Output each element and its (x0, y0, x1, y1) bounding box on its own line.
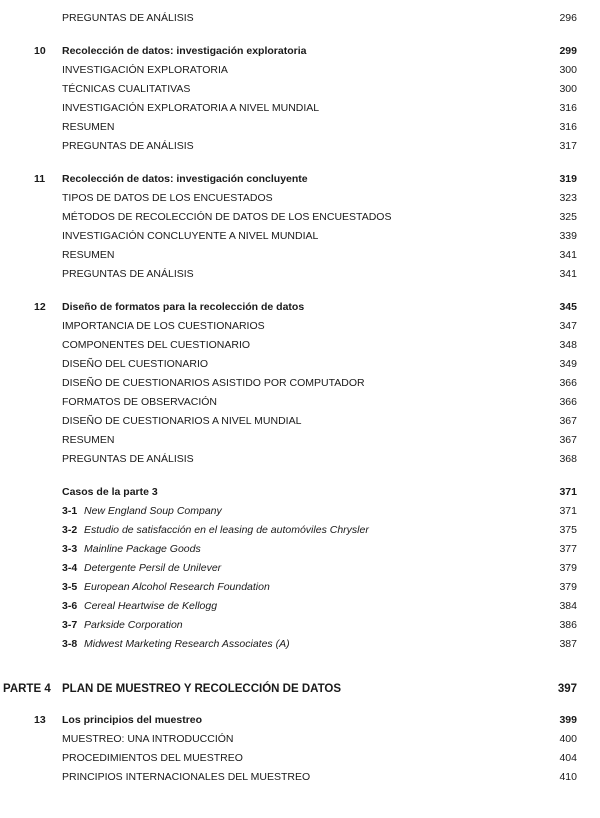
toc-entry (0, 228, 600, 244)
page-number: 300 (559, 83, 577, 95)
chapter-heading (0, 712, 600, 728)
page-number: 399 (559, 714, 577, 726)
toc-entry (0, 750, 600, 766)
toc-entry (0, 190, 600, 206)
page-number: 400 (559, 733, 577, 745)
toc-entry (0, 10, 600, 26)
page-number: 341 (559, 268, 577, 280)
toc-entry (0, 138, 600, 154)
entry-title: TIPOS DE DATOS DE LOS ENCUESTADOS (62, 192, 273, 204)
toc-entry (0, 318, 600, 334)
case-entry (0, 541, 600, 557)
page-number: 300 (559, 64, 577, 76)
part-heading (0, 681, 600, 697)
case-code: 3-4 (62, 562, 78, 574)
toc-entry (0, 100, 600, 116)
page-number: 345 (559, 301, 577, 313)
entry-title: RESUMEN (62, 434, 115, 446)
page-number: 387 (559, 638, 577, 650)
entry-title: IMPORTANCIA DE LOS CUESTIONARIOS (62, 320, 265, 332)
page-number: 367 (559, 434, 577, 446)
page-number: 366 (559, 377, 577, 389)
entry-title: MÉTODOS DE RECOLECCIÓN DE DATOS DE LOS ENCUESTADOS (62, 211, 392, 223)
entry-title: FORMATOS DE OBSERVACIÓN (62, 396, 217, 408)
entry-title: TÉCNICAS CUALITATIVAS (62, 83, 191, 95)
entry-title: INVESTIGACIÓN EXPLORATORIA (62, 64, 228, 76)
entry-title: DISEÑO DE CUESTIONARIOS A NIVEL MUNDIAL (62, 415, 302, 427)
case-entry (0, 522, 600, 538)
page-number: 325 (559, 211, 577, 223)
chapter-heading (0, 299, 600, 315)
toc-entry (0, 731, 600, 747)
case-entry (0, 617, 600, 633)
page-number: 384 (559, 600, 577, 612)
page-number: 379 (559, 581, 577, 593)
entry-title: European Alcohol Research Foundation (84, 581, 270, 593)
entry-title: Estudio de satisfacción en el leasing de automóviles Chrysler (84, 524, 369, 536)
toc-entry (0, 247, 600, 263)
toc-entry (0, 337, 600, 353)
entry-title: Cereal Heartwise de Kellogg (84, 600, 218, 612)
page-number: 349 (559, 358, 577, 370)
entry-title: INVESTIGACIÓN EXPLORATORIA A NIVEL MUNDIAL (62, 102, 320, 114)
page-number: 317 (559, 140, 577, 152)
toc-entry (0, 266, 600, 282)
page-number: 371 (559, 486, 577, 498)
section-number: PARTE 4 (3, 683, 51, 695)
page-number: 367 (559, 415, 577, 427)
page-number: 319 (559, 173, 577, 185)
toc-entry (0, 375, 600, 391)
page-number: 316 (559, 121, 577, 133)
entry-title: RESUMEN (62, 121, 115, 133)
entry-title: Casos de la parte 3 (62, 486, 158, 498)
section-number: 10 (34, 45, 46, 57)
toc-entry (0, 119, 600, 135)
cases-heading (0, 484, 600, 500)
page-number: 368 (559, 453, 577, 465)
entry-title: Parkside Corporation (84, 619, 183, 631)
page-number: 379 (559, 562, 577, 574)
entry-title: RESUMEN (62, 249, 115, 261)
toc-entry (0, 394, 600, 410)
case-code: 3-1 (62, 505, 78, 517)
case-code: 3-6 (62, 600, 78, 612)
entry-title: Mainline Package Goods (84, 543, 201, 555)
page-number: 347 (559, 320, 577, 332)
entry-title: Diseño de formatos para la recolección de datos (62, 301, 305, 313)
case-code: 3-2 (62, 524, 78, 536)
entry-title: Recolección de datos: investigación concluyente (62, 173, 308, 185)
page-number: 366 (559, 396, 577, 408)
section-number: 11 (34, 173, 46, 185)
entry-title: Recolección de datos: investigación exploratoria (62, 45, 307, 57)
case-entry (0, 503, 600, 519)
entry-title: PREGUNTAS DE ANÁLISIS (62, 140, 194, 152)
section-number: 12 (34, 301, 46, 313)
page-number: 386 (559, 619, 577, 631)
entry-title: PREGUNTAS DE ANÁLISIS (62, 12, 194, 24)
entry-title: PLAN DE MUESTREO Y RECOLECCIÓN DE DATOS (62, 683, 342, 695)
entry-title: INVESTIGACIÓN CONCLUYENTE A NIVEL MUNDIAL (62, 230, 319, 242)
page-number: 371 (559, 505, 577, 517)
page-number: 377 (559, 543, 577, 555)
entry-title: Midwest Marketing Research Associates (A) (84, 638, 290, 650)
entry-title: PREGUNTAS DE ANÁLISIS (62, 268, 194, 280)
entry-title: MUESTREO: UNA INTRODUCCIÓN (62, 733, 234, 745)
toc-entry (0, 769, 600, 785)
case-code: 3-7 (62, 619, 78, 631)
entry-title: COMPONENTES DEL CUESTIONARIO (62, 339, 251, 351)
case-code: 3-5 (62, 581, 78, 593)
page-number: 397 (557, 683, 577, 695)
entry-title: PREGUNTAS DE ANÁLISIS (62, 453, 194, 465)
toc-entry (0, 432, 600, 448)
page-number: 410 (559, 771, 577, 783)
page-number: 375 (559, 524, 577, 536)
page-number: 299 (559, 45, 577, 57)
section-number: 13 (34, 714, 46, 726)
entry-title: New England Soup Company (84, 505, 222, 517)
chapter-heading (0, 171, 600, 187)
page-number: 316 (559, 102, 577, 114)
case-code: 3-3 (62, 543, 78, 555)
page-number: 323 (559, 192, 577, 204)
page-number: 296 (559, 12, 577, 24)
case-entry (0, 579, 600, 595)
toc-entry (0, 356, 600, 372)
page-number: 404 (559, 752, 577, 764)
case-code: 3-8 (62, 638, 78, 650)
toc-entry (0, 209, 600, 225)
entry-title: PROCEDIMIENTOS DEL MUESTREO (62, 752, 243, 764)
case-entry (0, 560, 600, 576)
toc-entry (0, 81, 600, 97)
toc-entry (0, 413, 600, 429)
page-number: 339 (559, 230, 577, 242)
entry-title: Detergente Persil de Unilever (84, 562, 222, 574)
page-number: 341 (559, 249, 577, 261)
case-entry (0, 636, 600, 652)
chapter-heading (0, 43, 600, 59)
toc-entry (0, 451, 600, 467)
entry-title: PRINCIPIOS INTERNACIONALES DEL MUESTREO (62, 771, 311, 783)
entry-title: DISEÑO DEL CUESTIONARIO (62, 358, 209, 370)
toc-entry (0, 62, 600, 78)
entry-title: DISEÑO DE CUESTIONARIOS ASISTIDO POR COMPUTADOR (62, 377, 365, 389)
case-entry (0, 598, 600, 614)
page-number: 348 (559, 339, 577, 351)
entry-title: Los principios del muestreo (62, 714, 203, 726)
